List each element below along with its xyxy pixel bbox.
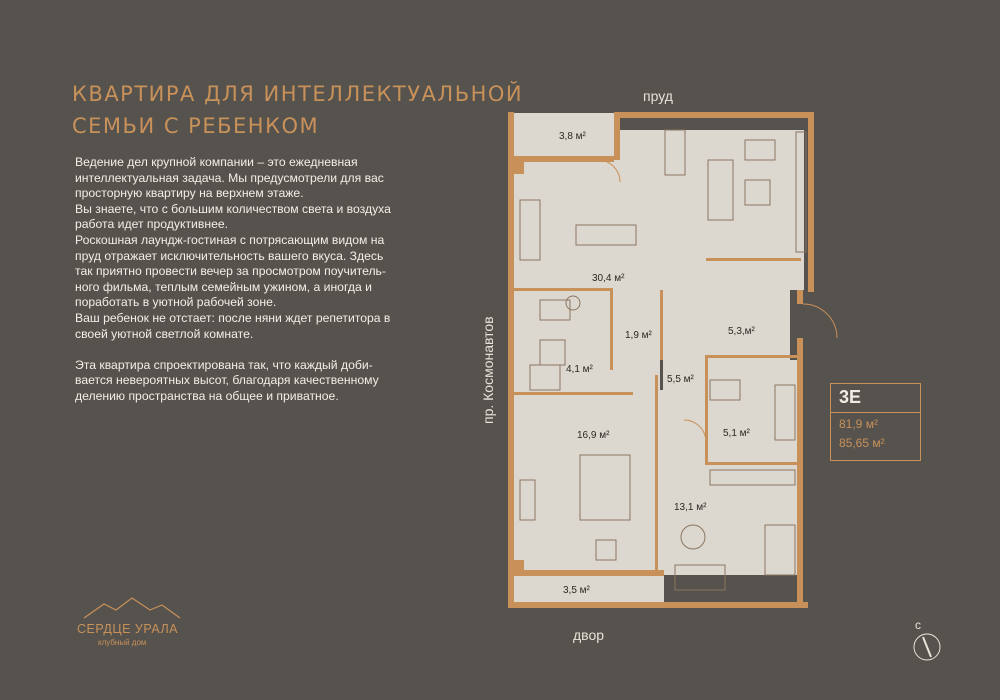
room-area-kids: 13,1 м²	[674, 502, 707, 513]
compass-icon	[913, 631, 943, 663]
desc-line: Ваш ребенок не отстает: после няни ждет репетитора в	[75, 310, 391, 325]
unit-area-total: 85,65 м²	[839, 436, 885, 450]
mountains-icon	[82, 596, 182, 620]
room-area-hall: 5,3,м²	[728, 326, 755, 337]
north-label: пруд	[643, 88, 673, 104]
desc-line: работа идет продуктивнее.	[75, 217, 229, 232]
logo-name: СЕРДЦЕ УРАЛА	[77, 622, 178, 636]
logo-tagline: клубный дом	[98, 638, 147, 647]
title-line-2: СЕМЬИ С РЕБЕНКОМ	[72, 114, 320, 138]
unit-info	[830, 383, 921, 461]
unit-code: 3Е	[839, 387, 862, 407]
room-area-bedroom: 16,9 м²	[577, 430, 610, 441]
room-area-bath2: 5,1 м²	[723, 428, 750, 439]
unit-area-living: 81,9 м²	[839, 417, 878, 431]
desc-line: так приятно провести вечер за просмотром поучитель-	[75, 264, 386, 279]
desc-line: вается невероятных высот, благодаря качественному	[75, 373, 379, 388]
desc-line: ного фильма, теплым семейным ужином, а иногда и	[75, 279, 372, 294]
desc-line: Ведение дел крупной компании – это ежедневная	[75, 155, 358, 169]
room-area-living: 30,4 м²	[592, 273, 625, 284]
room-area-corridor: 5,5 м²	[667, 374, 694, 385]
south-label: двор	[573, 627, 605, 643]
room-area-balcony-bottom: 3,5 м²	[563, 585, 590, 596]
desc-line: Роскошная лаундж-гостиная с потрясающим видом на	[75, 232, 385, 247]
desc-line: Вы знаете, что с большим количеством света и воздуха	[75, 201, 391, 216]
compass-label: с	[915, 618, 921, 632]
floor-area	[513, 113, 804, 605]
desc-line: Эта квартира спроектирована так, что каждый доби-	[75, 357, 373, 372]
desc-line: просторную квартиру на верхнем этаже.	[75, 186, 304, 201]
room-area-bath1: 4,1 м²	[566, 364, 593, 375]
desc-line: пруд отражает исключительность вашего вкуса. Здесь	[75, 248, 384, 263]
desc-line: поработать в уютной рабочей зоне.	[75, 295, 277, 310]
desc-line: интеллектуальная задача. Мы предусмотрели для вас	[75, 170, 384, 185]
compass	[913, 618, 943, 663]
room-area-storage: 1,9 м²	[625, 330, 652, 341]
title-line-1: КВАРТИРА ДЛЯ ИНТЕЛЛЕКТУАЛЬНОЙ	[72, 82, 524, 106]
desc-line: делению пространства на общее и приватное.	[75, 388, 339, 403]
west-label: пр. Космонавтов	[480, 316, 496, 424]
room-area-balcony-top: 3,8 м²	[559, 131, 586, 142]
desc-line: своей уютной светлой комнате.	[75, 326, 254, 341]
